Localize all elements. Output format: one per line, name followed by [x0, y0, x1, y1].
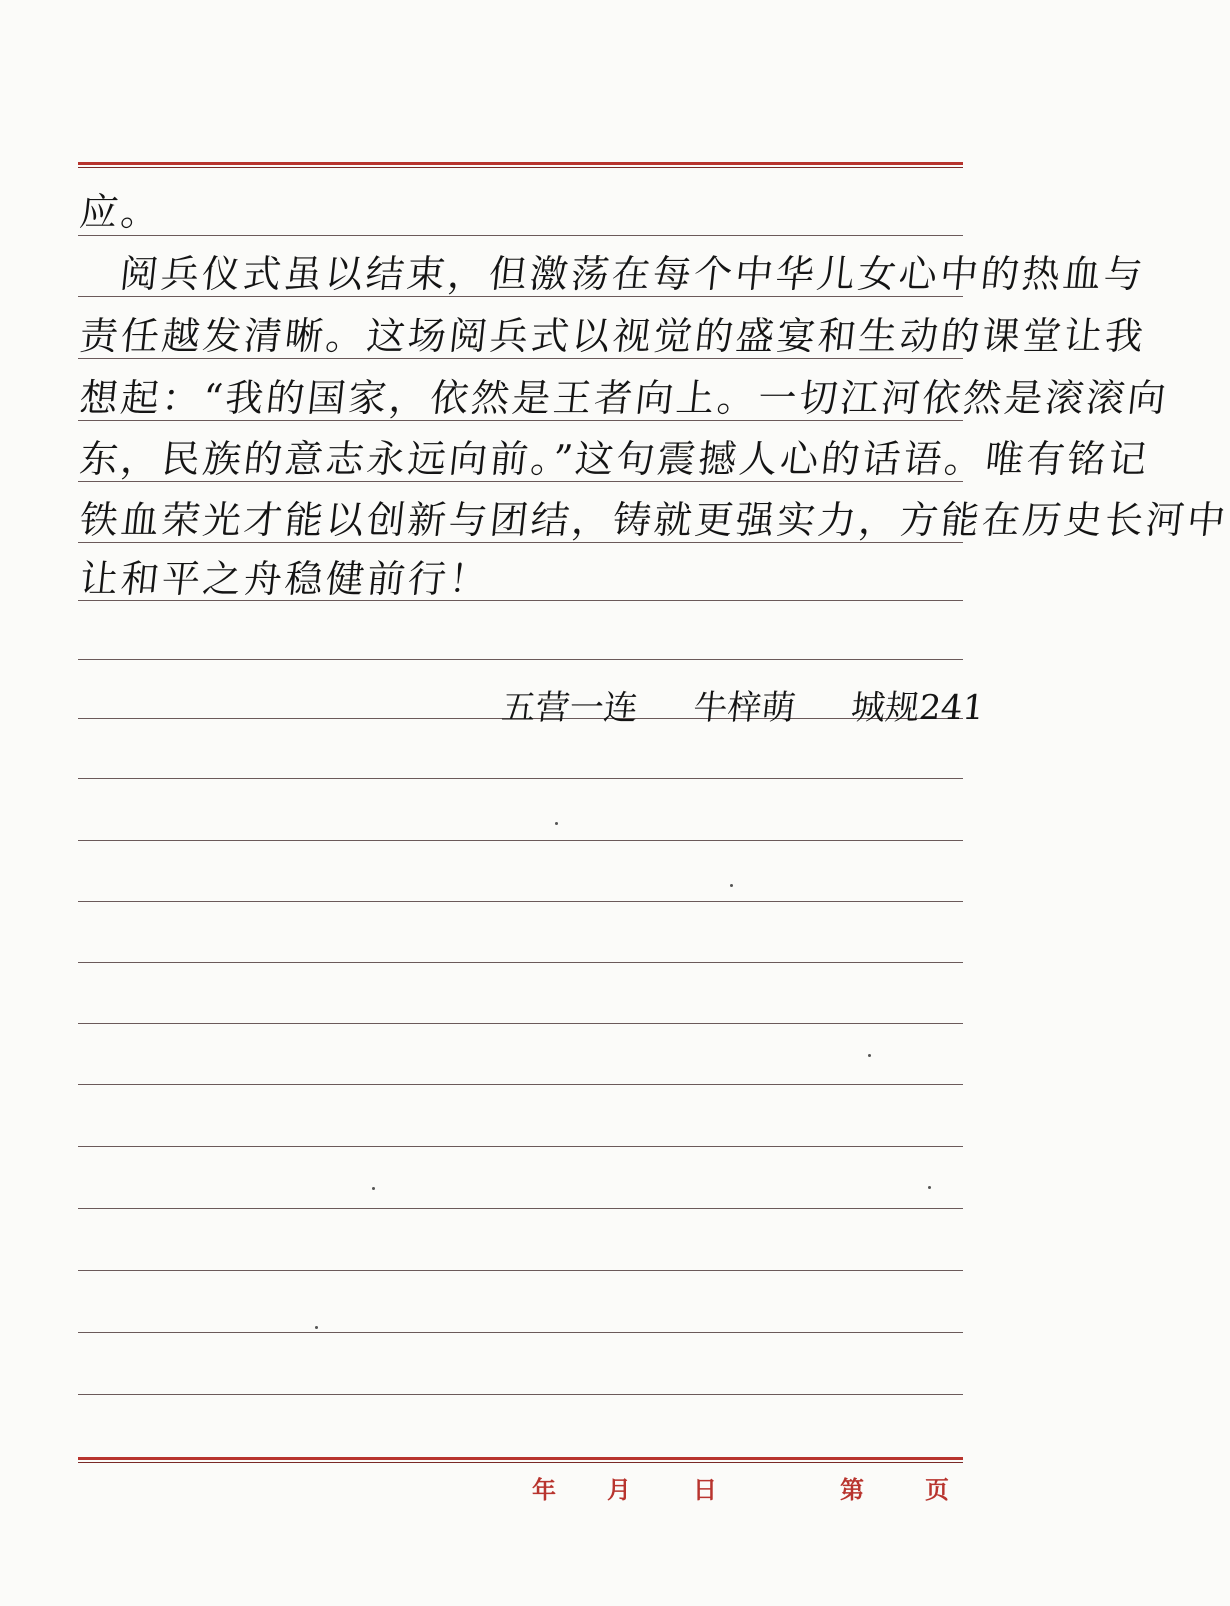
ruled-line: [78, 1084, 963, 1085]
paper-speck: [315, 1326, 318, 1329]
page-footer: [0, 1470, 1080, 1510]
letter-line-5: 东，民族的意志永远向前。”这句震撼人心的话语。唯有铭记: [77, 437, 1152, 481]
letter-line-3: 责任越发清晰。这场阅兵式以视觉的盛宴和生动的课堂让我: [77, 314, 1149, 358]
paper-speck: [928, 1186, 931, 1189]
letter-line-1: 应。: [77, 190, 165, 234]
ruled-line: [78, 235, 963, 236]
ruled-line: [78, 1394, 963, 1395]
paper-speck: [868, 1054, 871, 1057]
footer-page-suffix: 页: [925, 1476, 949, 1504]
ruled-line: [78, 840, 963, 841]
ruled-line: [78, 659, 963, 660]
ruled-line: [78, 1023, 963, 1024]
ruled-line: [78, 542, 963, 543]
signature: [500, 680, 988, 729]
ruled-line: [78, 901, 963, 902]
footer-year: 年: [532, 1476, 556, 1504]
ruled-line: [78, 1208, 963, 1209]
ruled-line: [78, 1146, 963, 1147]
ruled-line: [78, 962, 963, 963]
ruled-line: [78, 296, 963, 297]
ruled-line: [78, 481, 963, 482]
signature-name: 牛梓萌: [691, 688, 799, 728]
ruled-line: [78, 1332, 963, 1333]
top-double-rule: [78, 162, 963, 169]
footer-month: 月: [607, 1476, 631, 1504]
bottom-double-rule: [78, 1457, 963, 1464]
letter-line-6: 铁血荣光才能以创新与团结，铸就更强实力，方能在历史长河中: [77, 498, 1230, 542]
ruled-line: [78, 778, 963, 779]
letter-line-7: 让和平之舟稳健前行！: [77, 557, 493, 601]
paper-speck: [372, 1187, 375, 1190]
ruled-line: [78, 358, 963, 359]
signature-class-code: 城规241: [849, 688, 987, 728]
letter-line-2: 阅兵仪式虽以结束，但激荡在每个中华儿女心中的热血与: [117, 252, 1148, 296]
paper-speck: [555, 822, 558, 825]
footer-day: 日: [693, 1476, 717, 1504]
signature-class: 五营一连: [499, 688, 641, 728]
ruled-line: [78, 1270, 963, 1271]
ruled-line: [78, 420, 963, 421]
letter-line-4: 想起：“我的国家，依然是王者向上。一切江河依然是滚滚向: [77, 376, 1171, 420]
footer-page-prefix: 第: [840, 1476, 864, 1504]
paper-speck: [730, 884, 733, 887]
